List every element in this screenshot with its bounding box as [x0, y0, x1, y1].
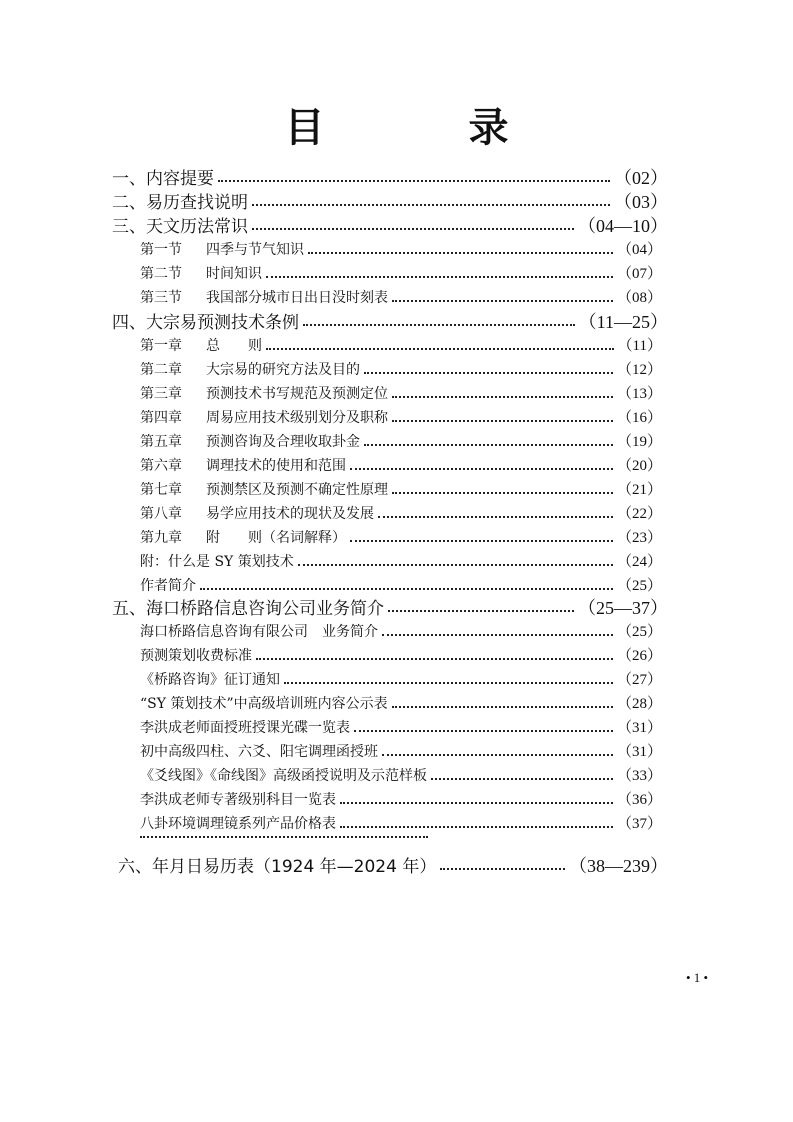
- toc-subentry-page: （37）: [616, 816, 662, 832]
- toc-subentry-page: （23）: [616, 530, 662, 546]
- toc-subentry-label: 预测技术书写规范及预测定位: [206, 386, 388, 402]
- chapter-number: 第一章: [140, 338, 182, 354]
- toc-subentry[interactable]: [140, 788, 662, 809]
- leader-dots: [431, 778, 613, 780]
- toc-subentry-page: （24）: [616, 554, 662, 570]
- toc-subentry-label: 《桥路咨询》征订通知: [140, 672, 280, 688]
- toc-entry-label: 一、内容提要: [112, 169, 214, 189]
- trailing-leader-dots: [140, 836, 428, 838]
- toc-subentry-label: 预测禁区及预测不确定性原理: [206, 482, 388, 498]
- chapter-number: 第二章: [140, 362, 182, 378]
- chapter-number: 第四章: [140, 410, 182, 426]
- toc-entry-page: （25—37）: [578, 598, 668, 618]
- chapter-number: 第九章: [140, 530, 182, 546]
- leader-dots: [364, 372, 613, 374]
- toc-subentry[interactable]: [140, 406, 662, 427]
- toc-entry-page: （11—25）: [578, 312, 668, 332]
- toc-subentry[interactable]: [140, 454, 662, 475]
- toc-subentry[interactable]: [140, 620, 662, 641]
- chapter-number: 第五章: [140, 434, 182, 450]
- toc-subentry-page: （16）: [616, 410, 662, 426]
- toc-subentry[interactable]: [140, 478, 662, 499]
- toc-subentry-label: 《爻线图》《命线图》高级函授说明及示范样板: [140, 768, 427, 784]
- toc-entry-label: 三、天文历法常识: [112, 217, 248, 237]
- section-number: 第三节: [140, 290, 182, 306]
- leader-dots: [298, 564, 613, 566]
- toc-subentry-label: 四季与节气知识: [206, 242, 304, 258]
- leader-dots: [392, 396, 613, 398]
- toc-subentry-page: （04）: [616, 242, 662, 258]
- leader-dots: [218, 180, 610, 182]
- toc-subentry-label: 李洪成老师专著级别科目一览表: [140, 792, 336, 808]
- toc-entry-1[interactable]: [112, 164, 668, 190]
- toc-entry-label: 六、年月日易历表（1924 年—2024 年）: [118, 857, 437, 877]
- leader-dots: [256, 658, 613, 660]
- leader-dots: [350, 468, 613, 470]
- leader-dots: [382, 754, 613, 756]
- toc-subentry-page: （08）: [616, 290, 662, 306]
- toc-subentry-label: 海口桥路信息咨询有限公司 业务简介: [140, 624, 378, 640]
- leader-dots: [440, 868, 565, 870]
- toc-subentry[interactable]: [140, 286, 662, 307]
- toc-entry-3[interactable]: [112, 212, 668, 238]
- leader-dots: [378, 516, 613, 518]
- toc-entry-label: 二、易历查找说明: [112, 193, 248, 213]
- toc-subentry-page: （26）: [616, 648, 662, 664]
- toc-entry-page: （38—239）: [569, 856, 668, 876]
- toc-subentry-page: （27）: [616, 672, 662, 688]
- toc-subentry-page: （20）: [616, 458, 662, 474]
- toc-entry-2[interactable]: [112, 188, 668, 214]
- leader-dots: [303, 324, 575, 326]
- toc-subentry-label: 总 则: [206, 338, 262, 354]
- toc-subentry-page: （33）: [616, 768, 662, 784]
- leader-dots: [266, 348, 614, 350]
- toc-subentry-label: 八卦环境调理镜系列产品价格表: [140, 816, 336, 832]
- toc-subentry[interactable]: [140, 644, 662, 665]
- toc-subentry-page: （28）: [616, 696, 662, 712]
- toc-entry-page: （04—10）: [578, 216, 668, 236]
- toc-subentry-label: 李洪成老师面授班授课光碟一览表: [140, 720, 350, 736]
- leader-dots: [340, 802, 613, 804]
- toc-subentry[interactable]: [140, 716, 662, 737]
- leader-dots: [252, 228, 574, 230]
- toc-subentry-label: 大宗易的研究方法及目的: [206, 362, 360, 378]
- toc-subentry-page: （25）: [616, 624, 662, 640]
- leader-dots: [392, 420, 613, 422]
- toc-subentry-page: （07）: [616, 266, 662, 282]
- toc-subentry[interactable]: [140, 526, 662, 547]
- toc-subentry[interactable]: [140, 740, 662, 761]
- section-number: 第二节: [140, 266, 182, 282]
- toc-subentry-page: （22）: [616, 506, 662, 522]
- leader-dots: [308, 252, 613, 254]
- toc-entry-6[interactable]: [118, 852, 668, 878]
- leader-dots: [392, 300, 613, 302]
- leader-dots: [354, 730, 613, 732]
- leader-dots: [252, 204, 610, 206]
- toc-subentry-label: 初中高级四柱、六爻、阳宅调理函授班: [140, 744, 378, 760]
- leader-dots: [340, 826, 613, 828]
- toc-subentry-page: （12）: [616, 362, 662, 378]
- toc-subentry[interactable]: [140, 550, 662, 571]
- leader-dots: [350, 540, 613, 542]
- toc-subentry-label: 预测咨询及合理收取卦金: [206, 434, 360, 450]
- toc-subentry-label: 调理技术的使用和范围: [206, 458, 346, 474]
- leader-dots: [392, 492, 613, 494]
- toc-subentry-page: （31）: [616, 720, 662, 736]
- toc-subentry-label: 附 则（名词解释）: [206, 530, 346, 546]
- chapter-number: 第三章: [140, 386, 182, 402]
- leader-dots: [284, 682, 613, 684]
- toc-entry-label: 四、大宗易预测技术条例: [112, 313, 299, 333]
- toc-subentry[interactable]: [140, 502, 662, 523]
- toc-subentry-label: 作者简介: [140, 578, 196, 594]
- toc-entry-page: （03）: [614, 192, 668, 212]
- toc-entry-label: 五、海口桥路信息咨询公司业务简介: [112, 599, 384, 619]
- leader-dots: [392, 706, 613, 708]
- toc-subentry[interactable]: [140, 238, 662, 259]
- leader-dots: [200, 588, 613, 590]
- chapter-number: 第八章: [140, 506, 182, 522]
- toc-subentry[interactable]: [140, 430, 662, 451]
- section-number: 第一节: [140, 242, 182, 258]
- toc-subentry-label: 预测策划收费标准: [140, 648, 252, 664]
- toc-subentry[interactable]: [140, 764, 662, 785]
- toc-subentry[interactable]: [140, 358, 662, 379]
- toc-subentry-page: （13）: [616, 386, 662, 402]
- toc-subentry[interactable]: [140, 692, 662, 713]
- toc-subentry-label: 时间知识: [206, 266, 262, 282]
- page-title: 目 录: [284, 105, 561, 151]
- toc-subentry-label: 周易应用技术级别划分及职称: [206, 410, 388, 426]
- toc-subentry-label: 附：什么是 SY 策划技术: [140, 554, 294, 570]
- page-number: • 1 •: [686, 970, 709, 985]
- toc-subentry-page: （31）: [616, 744, 662, 760]
- toc-subentry-page: （11）: [617, 338, 662, 354]
- toc-entry-5[interactable]: [112, 594, 668, 620]
- toc-entry-page: （02）: [614, 168, 668, 188]
- leader-dots: [266, 276, 613, 278]
- leader-dots: [382, 634, 613, 636]
- toc-subentry-page: （25）: [616, 578, 662, 594]
- toc-subentry[interactable]: [140, 382, 662, 403]
- leader-dots: [364, 444, 613, 446]
- toc-subentry[interactable]: [140, 334, 662, 355]
- toc-subentry[interactable]: [140, 668, 662, 689]
- leader-dots: [388, 610, 574, 612]
- toc-subentry-page: （21）: [616, 482, 662, 498]
- toc-subentry[interactable]: [140, 812, 662, 833]
- chapter-number: 第六章: [140, 458, 182, 474]
- toc-subentry-page: （36）: [616, 792, 662, 808]
- toc-subentry[interactable]: [140, 574, 662, 595]
- toc-subentry-page: （19）: [616, 434, 662, 450]
- toc-subentry-label: 我国部分城市日出日没时刻表: [206, 290, 388, 306]
- chapter-number: 第七章: [140, 482, 182, 498]
- toc-subentry-label: “SY 策划技术”中高级培训班内容公示表: [140, 696, 388, 712]
- toc-subentry[interactable]: [140, 262, 662, 283]
- toc-subentry-label: 易学应用技术的现状及发展: [206, 506, 374, 522]
- toc-entry-4[interactable]: [112, 308, 668, 334]
